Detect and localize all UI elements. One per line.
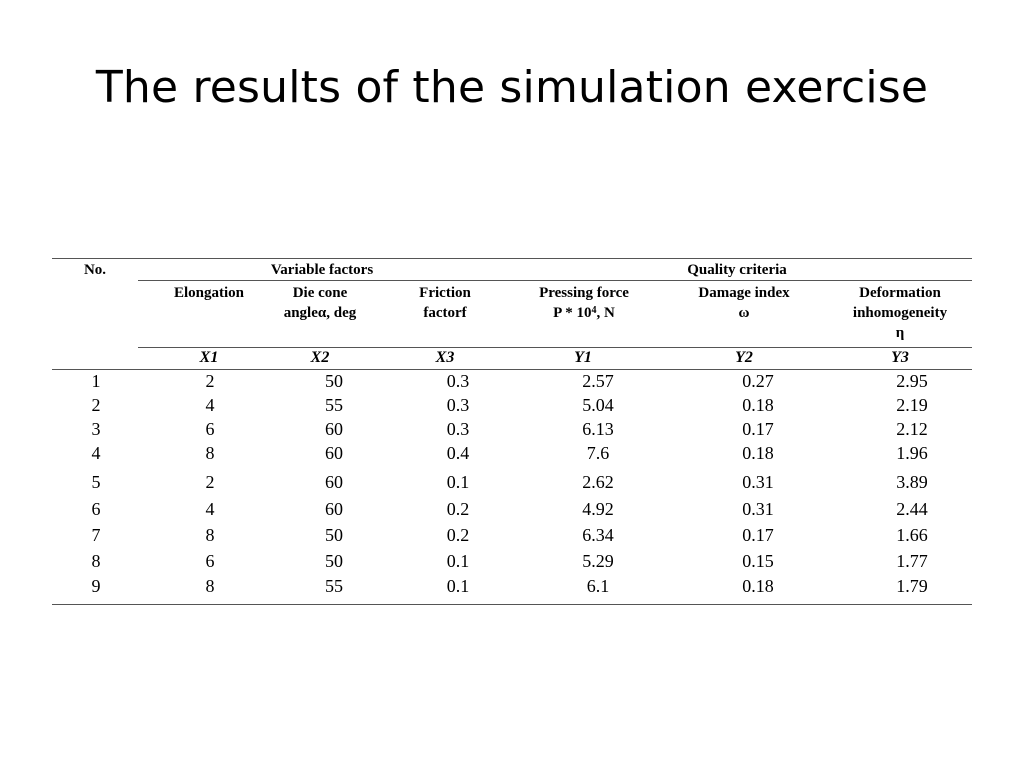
cell-y3: 2.12 xyxy=(896,419,928,439)
header-no: No. xyxy=(83,262,107,278)
cell-y1: 6.13 xyxy=(582,419,614,439)
cell-x3: 0.1 xyxy=(446,551,470,571)
cell-x3: 0.1 xyxy=(446,576,470,596)
cell-no: 2 xyxy=(91,395,101,415)
cell-x3: 0.1 xyxy=(446,472,470,492)
header-variable-factors: Variable factors xyxy=(270,262,374,278)
symbol-y1: Y1 xyxy=(574,349,592,366)
cell-x1: 6 xyxy=(205,551,215,571)
cell-y3: 1.79 xyxy=(896,576,928,596)
cell-no: 6 xyxy=(91,499,101,519)
cell-y3: 1.96 xyxy=(896,443,928,463)
cell-x3: 0.3 xyxy=(446,371,470,391)
cell-x2: 50 xyxy=(325,525,343,545)
cell-no: 3 xyxy=(91,419,101,439)
cell-y1: 5.29 xyxy=(582,551,614,571)
cell-y2: 0.31 xyxy=(742,499,774,519)
symbol-y3: Y3 xyxy=(891,349,909,366)
symbol-x2: X2 xyxy=(310,349,330,366)
cell-y1: 6.34 xyxy=(582,525,614,545)
cell-y2: 0.17 xyxy=(742,419,774,439)
table-bottom-rule xyxy=(52,604,972,605)
cell-x1: 8 xyxy=(205,525,215,545)
slide-title: The results of the simulation exercise xyxy=(95,62,929,113)
col-header-pressing-force: Pressing force P * $10^4$, N xyxy=(539,285,629,321)
cell-y2: 0.15 xyxy=(742,551,774,571)
cell-y2: 0.27 xyxy=(742,371,774,391)
cell-x2: 60 xyxy=(325,419,343,439)
cell-x2: 50 xyxy=(325,551,343,571)
cell-x3: 0.3 xyxy=(446,395,470,415)
cell-x1: 2 xyxy=(205,371,215,391)
cell-x2: 60 xyxy=(325,443,343,463)
cell-x2: 60 xyxy=(325,472,343,492)
cell-y1: 5.04 xyxy=(582,395,614,415)
cell-x2: 50 xyxy=(325,371,343,391)
cell-no: 8 xyxy=(91,551,101,571)
cell-y3: 2.95 xyxy=(896,371,928,391)
cell-no: 1 xyxy=(91,371,101,391)
symbol-header-rule xyxy=(138,347,972,348)
cell-y1: 6.1 xyxy=(586,576,610,596)
cell-y1: 4.92 xyxy=(582,499,614,519)
cell-x1: 6 xyxy=(205,419,215,439)
cell-y1: 2.62 xyxy=(582,472,614,492)
cell-y3: 2.44 xyxy=(896,499,928,519)
col-header-elongation: Elongation xyxy=(173,285,245,301)
table-top-rule xyxy=(52,258,972,259)
cell-y2: 0.17 xyxy=(742,525,774,545)
col-header-deformation-inhomogeneity: Deformation inhomogeneity η xyxy=(852,285,948,341)
header-quality-criteria: Quality criteria xyxy=(687,262,787,278)
pressing-force-unit: P * 10 xyxy=(553,305,592,321)
cell-x3: 0.2 xyxy=(446,525,470,545)
cell-x2: 60 xyxy=(325,499,343,519)
cell-x1: 4 xyxy=(205,499,215,519)
cell-x1: 2 xyxy=(205,472,215,492)
symbol-x1: X1 xyxy=(199,349,219,366)
cell-x1: 4 xyxy=(205,395,215,415)
cell-y3: 3.89 xyxy=(896,472,928,492)
cell-y2: 0.18 xyxy=(742,443,774,463)
cell-x2: 55 xyxy=(325,395,343,415)
pressing-force-unit-tail: , N xyxy=(596,305,615,321)
cell-y1: 2.57 xyxy=(582,371,614,391)
cell-y2: 0.18 xyxy=(742,395,774,415)
cell-x2: 55 xyxy=(325,576,343,596)
cell-y2: 0.31 xyxy=(742,472,774,492)
header-bottom-rule xyxy=(52,369,972,370)
symbol-x3: X3 xyxy=(435,349,455,366)
cell-x1: 8 xyxy=(205,443,215,463)
cell-y1: 7.6 xyxy=(586,443,610,463)
cell-y3: 1.66 xyxy=(896,525,928,545)
cell-no: 5 xyxy=(91,472,101,492)
cell-x3: 0.4 xyxy=(446,443,470,463)
cell-x1: 8 xyxy=(205,576,215,596)
cell-y3: 2.19 xyxy=(896,395,928,415)
col-header-damage-index: Damage index ω xyxy=(698,285,790,321)
cell-no: 7 xyxy=(91,525,101,545)
group-header-rule xyxy=(138,280,972,281)
cell-y3: 1.77 xyxy=(896,551,928,571)
col-header-friction-factor: Friction factorf xyxy=(419,285,471,321)
symbol-y2: Y2 xyxy=(735,349,753,366)
cell-x3: 0.2 xyxy=(446,499,470,519)
cell-x3: 0.3 xyxy=(446,419,470,439)
cell-no: 9 xyxy=(91,576,101,596)
cell-y2: 0.18 xyxy=(742,576,774,596)
cell-no: 4 xyxy=(91,443,101,463)
col-header-die-cone-angle: Die cone angleα, deg xyxy=(283,285,357,321)
pressing-force-exponent: 4 xyxy=(591,305,597,316)
